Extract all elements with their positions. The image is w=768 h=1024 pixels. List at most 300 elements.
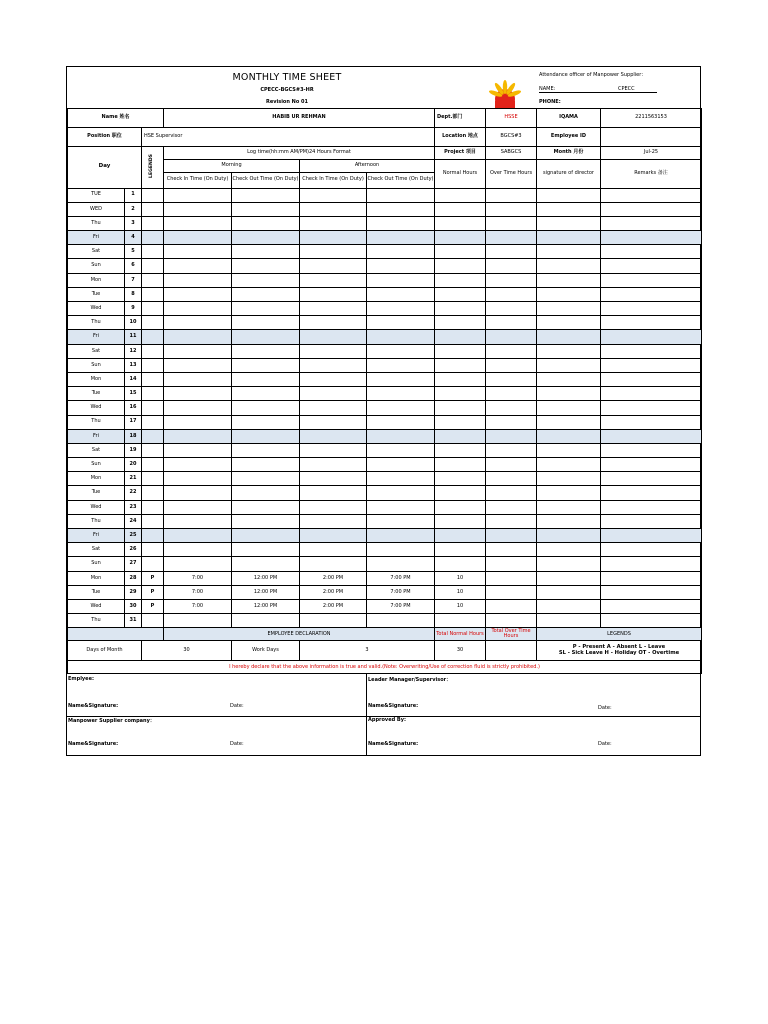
afternoon-check-out: [367, 500, 435, 514]
name-label: Name 姓名: [68, 108, 164, 127]
position-value: HSE Supervisor: [142, 127, 435, 146]
normal-hours: [435, 344, 486, 358]
normal-hours: [435, 514, 486, 528]
day-date: 6: [125, 259, 142, 273]
afternoon-check-in: [300, 358, 367, 372]
director-signature: [537, 486, 601, 500]
afternoon-check-in: 2:00 PM: [300, 585, 367, 599]
legends-column-header: LEGENDS: [142, 146, 164, 188]
director-signature: [537, 387, 601, 401]
day-column-header: Day: [68, 146, 142, 188]
normal-hours: [435, 245, 486, 259]
afternoon-check-in: [300, 415, 367, 429]
legend-cell: [142, 443, 164, 457]
afternoon-check-in: [300, 458, 367, 472]
day-name: Sat: [68, 543, 125, 557]
table-row: [68, 231, 702, 245]
day-name: Thu: [68, 614, 125, 628]
morning-check-out: [232, 344, 300, 358]
morning-check-out: [232, 543, 300, 557]
normal-hours: [435, 486, 486, 500]
time-sheet: [66, 66, 701, 756]
afternoon-check-in: [300, 216, 367, 230]
afternoon-check-out: 7:00 PM: [367, 599, 435, 613]
table-row: [68, 585, 702, 599]
afternoon-check-out: [367, 358, 435, 372]
morning-check-out: 12:00 PM: [232, 585, 300, 599]
table-row: [68, 202, 702, 216]
day-name: Wed: [68, 302, 125, 316]
remarks: [601, 216, 702, 230]
afternoon-check-in: [300, 472, 367, 486]
location-value: BGCS#3: [486, 127, 537, 146]
afternoon-check-in: [300, 188, 367, 202]
morning-check-out: [232, 458, 300, 472]
signature-director-header: signature of director: [537, 159, 601, 188]
normal-hours: [435, 557, 486, 571]
afternoon-check-in: [300, 387, 367, 401]
afternoon-check-out: [367, 543, 435, 557]
legend-cell: [142, 245, 164, 259]
day-date: 3: [125, 216, 142, 230]
afternoon-check-in-header: Check In Time (On Duty): [300, 172, 367, 188]
legends-header: LEGENDS: [537, 628, 702, 641]
day-date: 21: [125, 472, 142, 486]
director-signature: [537, 401, 601, 415]
position-row: [68, 127, 702, 146]
employee-name-signature-label: Name&Signature:: [68, 703, 119, 709]
morning-check-in: [164, 514, 232, 528]
day-name: WED: [68, 202, 125, 216]
remarks: [601, 273, 702, 287]
afternoon-check-out: [367, 330, 435, 344]
day-name: Fri: [68, 231, 125, 245]
afternoon-check-in: [300, 302, 367, 316]
morning-check-out: [232, 472, 300, 486]
normal-hours: [435, 529, 486, 543]
afternoon-check-in: 2:00 PM: [300, 571, 367, 585]
overtime-hours: [486, 302, 537, 316]
day-date: 10: [125, 316, 142, 330]
day-date: 29: [125, 585, 142, 599]
day-date: 28: [125, 571, 142, 585]
morning-check-out: [232, 387, 300, 401]
overtime-hours: [486, 543, 537, 557]
morning-check-out: [232, 372, 300, 386]
table-row: [68, 287, 702, 301]
overtime-hours: [486, 472, 537, 486]
day-name: Wed: [68, 401, 125, 415]
legend-cell: [142, 302, 164, 316]
table-row: [68, 259, 702, 273]
morning-check-out: [232, 330, 300, 344]
total-normal-hours-header: Total Normal Hours: [435, 628, 486, 641]
morning-check-in: [164, 614, 232, 628]
normal-hours: [435, 259, 486, 273]
officer-name-value: CPECC: [618, 86, 635, 92]
morning-check-in: [164, 202, 232, 216]
month-value: Jul-25: [601, 146, 702, 159]
morning-check-out: [232, 259, 300, 273]
table-row: [68, 273, 702, 287]
overtime-hours: [486, 259, 537, 273]
legend-cell: [142, 231, 164, 245]
remarks: [601, 458, 702, 472]
director-signature: [537, 557, 601, 571]
overtime-hours: [486, 529, 537, 543]
afternoon-check-in: [300, 614, 367, 628]
overtime-hours: [486, 216, 537, 230]
overtime-hours: [486, 202, 537, 216]
declaration-row: [68, 661, 702, 674]
remarks: [601, 571, 702, 585]
approved-by-label: Approved By:: [368, 717, 406, 723]
afternoon-check-out: [367, 287, 435, 301]
remarks: [601, 543, 702, 557]
afternoon-check-in: [300, 429, 367, 443]
day-name: Wed: [68, 500, 125, 514]
overtime-hours: [486, 358, 537, 372]
morning-check-in: [164, 302, 232, 316]
project-row: [68, 146, 702, 159]
legend-cell: [142, 387, 164, 401]
legend-cell: [142, 202, 164, 216]
remarks: [601, 188, 702, 202]
morning-check-out: [232, 557, 300, 571]
table-row: [68, 571, 702, 585]
afternoon-check-out: [367, 415, 435, 429]
table-row: [68, 216, 702, 230]
overtime-hours: [486, 245, 537, 259]
afternoon-check-in: [300, 529, 367, 543]
afternoon-check-in: [300, 245, 367, 259]
afternoon-check-in: [300, 231, 367, 245]
day-name: Tue: [68, 585, 125, 599]
director-signature: [537, 443, 601, 457]
afternoon-check-out: [367, 443, 435, 457]
normal-hours-total: 30: [435, 641, 486, 661]
leader-manager-label: Leader Manager/Supervisor：: [368, 677, 452, 683]
normal-hours: [435, 443, 486, 457]
morning-check-in: [164, 372, 232, 386]
project-label: Project 项目: [435, 146, 486, 159]
normal-hours: [435, 302, 486, 316]
morning-check-in: [164, 344, 232, 358]
remarks: [601, 472, 702, 486]
legend-cell: [142, 529, 164, 543]
overtime-hours: [486, 372, 537, 386]
normal-hours: [435, 415, 486, 429]
officer-name-label: NAME:: [539, 86, 556, 92]
afternoon-check-in: 2:00 PM: [300, 599, 367, 613]
employee-id-value: [601, 127, 702, 146]
morning-check-in: [164, 472, 232, 486]
afternoon-check-in: [300, 401, 367, 415]
employee-label: Emplyee:: [68, 676, 94, 682]
afternoon-check-out: [367, 302, 435, 316]
dept-label: Dept.部门: [435, 108, 486, 127]
normal-hours: [435, 216, 486, 230]
morning-check-out: [232, 231, 300, 245]
morning-check-in: [164, 231, 232, 245]
day-date: 18: [125, 429, 142, 443]
morning-check-in: [164, 443, 232, 457]
officer-phone-label: PHONE:: [539, 99, 561, 105]
day-date: 24: [125, 514, 142, 528]
table-row: [68, 330, 702, 344]
morning-check-in: [164, 557, 232, 571]
day-name: Fri: [68, 330, 125, 344]
director-signature: [537, 429, 601, 443]
afternoon-check-out: [367, 188, 435, 202]
morning-check-in: 7:00: [164, 599, 232, 613]
table-row: [68, 302, 702, 316]
project-value: SABGCS: [486, 146, 537, 159]
morning-check-in: [164, 287, 232, 301]
afternoon-check-out: 7:00 PM: [367, 585, 435, 599]
afternoon-check-out: [367, 344, 435, 358]
legend-cell: [142, 330, 164, 344]
day-name: Fri: [68, 429, 125, 443]
day-date: 20: [125, 458, 142, 472]
normal-hours: [435, 372, 486, 386]
morning-check-in: [164, 273, 232, 287]
afternoon-check-in: [300, 273, 367, 287]
normal-hours: [435, 287, 486, 301]
day-date: 15: [125, 387, 142, 401]
overtime-hours: [486, 273, 537, 287]
morning-check-in-header: Check In Time (On Duty): [164, 172, 232, 188]
table-row: [68, 458, 702, 472]
morning-check-out: [232, 614, 300, 628]
legend-cell: [142, 401, 164, 415]
normal-hours: [435, 429, 486, 443]
normal-hours: [435, 188, 486, 202]
days-of-month-value: 30: [142, 641, 232, 661]
afternoon-check-out: [367, 472, 435, 486]
dept-value: HSSE: [486, 108, 537, 127]
day-name: Sun: [68, 358, 125, 372]
morning-check-out: [232, 302, 300, 316]
director-signature: [537, 202, 601, 216]
day-name: Sun: [68, 458, 125, 472]
normal-hours: [435, 614, 486, 628]
table-row: [68, 429, 702, 443]
remarks: [601, 358, 702, 372]
overtime-hours: [486, 443, 537, 457]
remarks-header: Remarks 备注: [601, 159, 702, 188]
sheet-title: MONTHLY TIME SHEET: [232, 72, 342, 83]
log-time-header: Log time(hh:mm AM/PM)24 Hours Format: [164, 146, 435, 159]
overtime-total: [486, 641, 537, 661]
day-date: 19: [125, 443, 142, 457]
table-row: [68, 486, 702, 500]
day-name: Mon: [68, 372, 125, 386]
legend-cell: [142, 472, 164, 486]
day-date: 9: [125, 302, 142, 316]
legend-cell: [142, 500, 164, 514]
morning-check-in: [164, 401, 232, 415]
employee-date-label: Date:: [230, 703, 244, 709]
director-signature: [537, 529, 601, 543]
day-name: TUE: [68, 188, 125, 202]
normal-hours: [435, 401, 486, 415]
manpower-name-signature-label: Name&Signature:: [68, 741, 119, 747]
morning-check-out: [232, 358, 300, 372]
table-row: [68, 557, 702, 571]
name-value: HABIB UR REHMAN: [164, 108, 435, 127]
day-name: Tue: [68, 387, 125, 401]
overtime-hours: [486, 614, 537, 628]
day-date: 4: [125, 231, 142, 245]
legend-cell: [142, 557, 164, 571]
legend-cell: [142, 216, 164, 230]
day-date: 2: [125, 202, 142, 216]
morning-check-in: [164, 330, 232, 344]
normal-hours-header: Normal Hours: [435, 159, 486, 188]
day-date: 26: [125, 543, 142, 557]
timesheet-table: [67, 67, 702, 674]
position-label: Position 职位: [68, 127, 142, 146]
day-date: 5: [125, 245, 142, 259]
overtime-hours: [486, 557, 537, 571]
table-row: [68, 500, 702, 514]
legend-cell: [142, 188, 164, 202]
normal-hours: [435, 202, 486, 216]
table-row: [68, 372, 702, 386]
morning-check-out: [232, 316, 300, 330]
morning-check-out: [232, 443, 300, 457]
remarks: [601, 614, 702, 628]
director-signature: [537, 216, 601, 230]
legend-cell: [142, 429, 164, 443]
manpower-supplier-label: Manpower Supplier company：: [68, 718, 155, 724]
legend-line-2: SL - Sick Leave H - Holiday OT - Overtime: [558, 649, 680, 656]
afternoon-check-out: [367, 429, 435, 443]
afternoon-check-out: [367, 557, 435, 571]
morning-check-out-header: Check Out Time (On Duty): [232, 172, 300, 188]
afternoon-check-out: 7:00 PM: [367, 571, 435, 585]
normal-hours: [435, 316, 486, 330]
legend-cell: P: [142, 599, 164, 613]
normal-hours: [435, 500, 486, 514]
morning-check-in: [164, 429, 232, 443]
overtime-hours: [486, 599, 537, 613]
afternoon-check-in: [300, 259, 367, 273]
day-name: Sun: [68, 557, 125, 571]
table-row: [68, 543, 702, 557]
morning-check-out: [232, 500, 300, 514]
remarks: [601, 344, 702, 358]
director-signature: [537, 273, 601, 287]
overtime-hours: [486, 401, 537, 415]
day-date: 17: [125, 415, 142, 429]
totals-header-row: [68, 628, 702, 641]
legend-cell: [142, 273, 164, 287]
day-name: Thu: [68, 216, 125, 230]
remarks: [601, 429, 702, 443]
normal-hours: 10: [435, 585, 486, 599]
afternoon-check-out: [367, 259, 435, 273]
normal-hours: [435, 543, 486, 557]
employee-declaration-header: EMPLOYEE DECLARATION: [164, 628, 435, 641]
overtime-hours-header: Over Time Hours: [486, 159, 537, 188]
legend-cell: [142, 486, 164, 500]
day-name: Sat: [68, 443, 125, 457]
morning-check-out: [232, 486, 300, 500]
overtime-hours: [486, 287, 537, 301]
day-date: 11: [125, 330, 142, 344]
afternoon-check-in: [300, 500, 367, 514]
morning-check-out: [232, 514, 300, 528]
remarks: [601, 287, 702, 301]
month-label: Month 月份: [537, 146, 601, 159]
remarks: [601, 302, 702, 316]
day-date: 27: [125, 557, 142, 571]
overtime-hours: [486, 188, 537, 202]
employee-id-label: Employee ID: [537, 127, 601, 146]
morning-check-in: [164, 188, 232, 202]
morning-check-in: [164, 245, 232, 259]
legend-cell: [142, 614, 164, 628]
director-signature: [537, 316, 601, 330]
day-name: Thu: [68, 316, 125, 330]
remarks: [601, 330, 702, 344]
declaration-text: I hereby declare that the above information is true and valid.(Note: Overwriting/Use of correction fluid is strictly prohibited.): [68, 661, 702, 674]
table-row: [68, 443, 702, 457]
legend-cell: [142, 344, 164, 358]
afternoon-check-out: [367, 273, 435, 287]
legend-line-1: P - Present A - Absent L - Leave: [572, 644, 666, 651]
remarks: [601, 585, 702, 599]
director-signature: [537, 514, 601, 528]
normal-hours: [435, 458, 486, 472]
legend-cell: [142, 372, 164, 386]
normal-hours: [435, 330, 486, 344]
normal-hours: [435, 231, 486, 245]
day-date: 25: [125, 529, 142, 543]
day-date: 13: [125, 358, 142, 372]
day-date: 30: [125, 599, 142, 613]
overtime-hours: [486, 415, 537, 429]
legend-cell: [142, 415, 164, 429]
overtime-hours: [486, 231, 537, 245]
table-row: [68, 245, 702, 259]
revision-label: Revision No 01: [266, 99, 308, 105]
remarks: [601, 231, 702, 245]
leader-date-label: Date:: [598, 705, 612, 711]
afternoon-check-out: [367, 514, 435, 528]
day-name: Wed: [68, 599, 125, 613]
afternoon-check-out: [367, 231, 435, 245]
iqama-label: IQAMA: [537, 108, 601, 127]
morning-check-in: [164, 216, 232, 230]
afternoon-check-in: [300, 543, 367, 557]
day-name: Tue: [68, 287, 125, 301]
legend-cell: [142, 316, 164, 330]
morning-check-out: [232, 429, 300, 443]
day-name: Thu: [68, 514, 125, 528]
afternoon-check-out-header: Check Out Time (On Duty): [367, 172, 435, 188]
afternoon-check-in: [300, 330, 367, 344]
table-row: [68, 316, 702, 330]
normal-hours: [435, 358, 486, 372]
legend-cell: [142, 458, 164, 472]
morning-check-in: [164, 529, 232, 543]
afternoon-check-out: [367, 202, 435, 216]
morning-check-in: 7:00: [164, 585, 232, 599]
afternoon-check-in: [300, 316, 367, 330]
